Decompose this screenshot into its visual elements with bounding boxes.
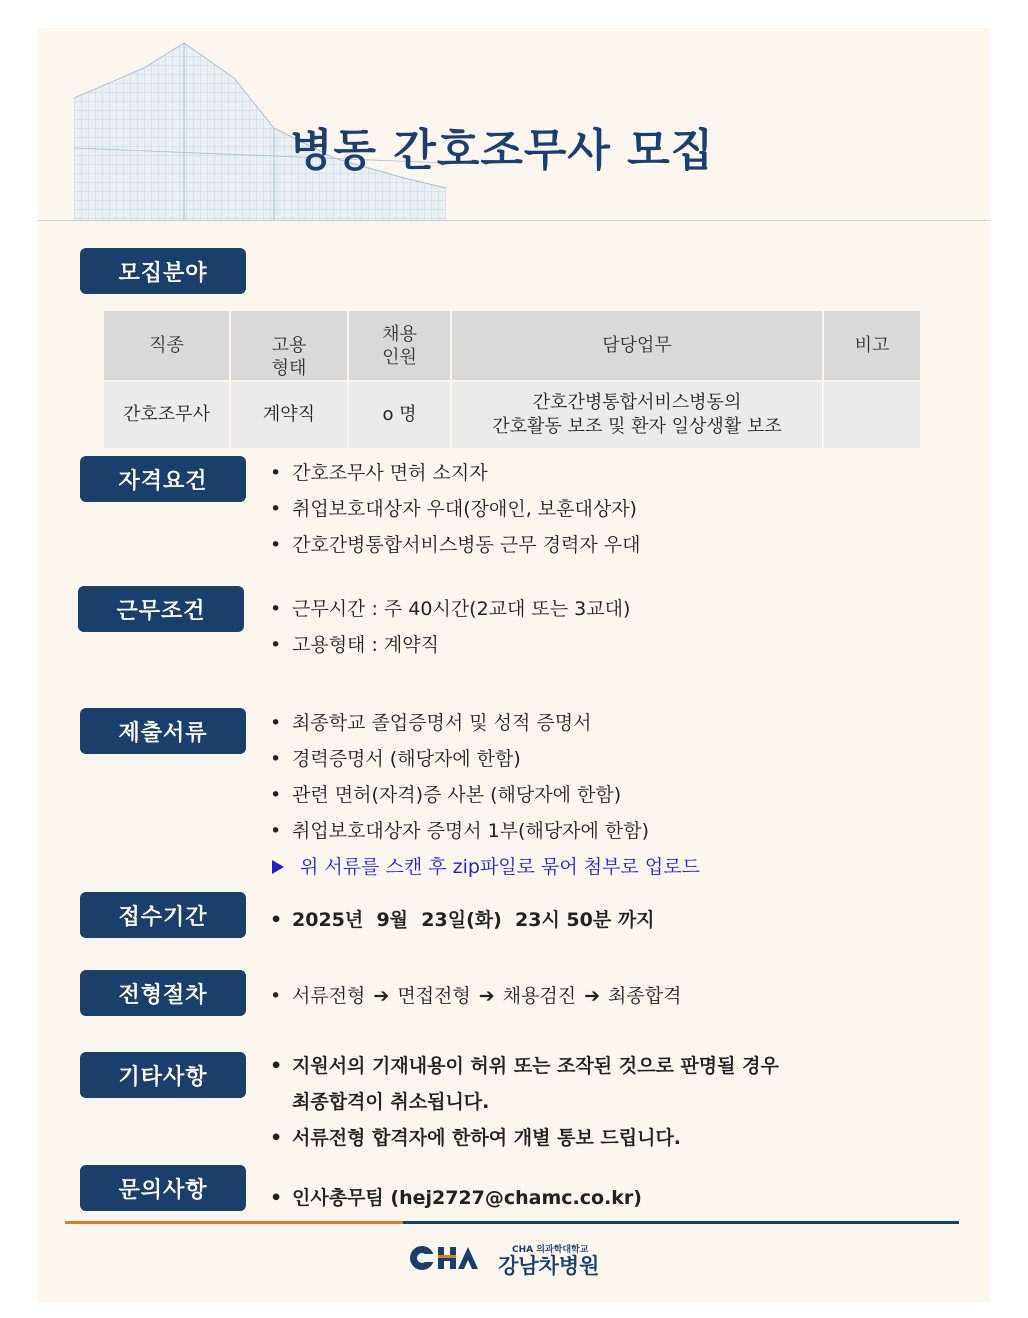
contact-list <box>268 1180 642 1216</box>
process-steps <box>268 978 681 1014</box>
qualification-list <box>268 455 641 563</box>
process-step: 서류전형 <box>292 985 366 1007</box>
table-header <box>452 311 822 380</box>
cell-remarks <box>824 382 920 448</box>
process-step: 최종합격 <box>608 985 682 1007</box>
arrow-right-icon: ➔ <box>373 985 390 1007</box>
document-list <box>268 705 700 885</box>
header-employment-type: 고용 형태 <box>271 335 307 379</box>
logo-hospital-name: 강남차병원 <box>498 1254 600 1278</box>
section-label-etc: 기타사항 <box>80 1052 246 1098</box>
cell-employment-type: 계약직 <box>231 382 347 448</box>
section-label-qualifications: 자격요건 <box>80 456 246 502</box>
cha-logo-icon <box>408 1238 488 1278</box>
footer-divider-orange <box>65 1221 403 1224</box>
logo-subtitle: CHA 의과학대학교 <box>512 1245 589 1255</box>
table-header <box>349 311 450 380</box>
logo-mark-text: CHA <box>468 1264 471 1265</box>
list-item: • 취업보호대상자 우대(장애인, 보훈대상자) <box>268 491 641 527</box>
section-label-documents: 제출서류 <box>80 708 246 754</box>
table-header-row <box>104 311 920 380</box>
section-label-contact: 문의사항 <box>80 1165 246 1211</box>
process-step: 채용검진 <box>502 985 577 1007</box>
table-header <box>824 311 920 380</box>
hero-banner <box>38 28 990 221</box>
list-item: • 근무시간 : 주 40시간(2교대 또는 3교대) <box>268 591 630 627</box>
header-job: 직종 <box>149 335 184 356</box>
cell-duties: 간호간병통합서비스병동의 간호활동 보조 및 환자 일상생활 보조 <box>452 382 822 448</box>
list-item: • 간호간병통합서비스병동 근무 경력자 우대 <box>268 527 641 563</box>
play-triangle-icon <box>272 860 284 874</box>
arrow-right-icon: ➔ <box>478 985 495 1007</box>
etc-list <box>268 1048 779 1156</box>
process-step: 면접전형 <box>397 985 471 1007</box>
list-item: • 지원서의 기재내용이 허위 또는 조작된 것으로 판명될 경우 <box>268 1048 779 1084</box>
footer-divider-navy <box>403 1221 959 1224</box>
section-label-conditions: 근무조건 <box>78 586 244 632</box>
table-row <box>104 382 920 448</box>
list-item: • 경력증명서 (해당자에 한함) <box>268 741 700 777</box>
list-item: • 인사총무팀 (hej2727@chamc.co.kr) <box>268 1180 642 1216</box>
recruit-table <box>102 309 922 450</box>
cell-headcount: o 명 <box>349 382 450 448</box>
section-label-field: 모집분야 <box>80 248 246 294</box>
list-item: • 취업보호대상자 증명서 1부(해당자에 한함) <box>268 813 700 849</box>
page-title: 병동 간호조무사 모집 <box>290 125 715 176</box>
table-header <box>231 311 347 380</box>
list-item: • 간호조무사 면허 소지자 <box>268 455 641 491</box>
condition-list <box>268 591 630 663</box>
poster <box>38 28 990 1302</box>
documents-note-text: 위 서류를 스캔 후 zip파일로 묶어 첨부로 업로드 <box>300 856 700 878</box>
period-list <box>268 902 655 938</box>
list-item: • 고용형태 : 계약직 <box>268 627 630 663</box>
section-label-period: 접수기간 <box>80 892 246 938</box>
header-remarks: 비고 <box>854 335 890 356</box>
cell-job: 간호조무사 <box>104 382 229 448</box>
list-item: • 2025년 9월 23일(화) 23시 50분 까지 <box>268 902 655 938</box>
list-item-continued: 최종합격이 취소됩니다. <box>292 1091 490 1113</box>
arrow-right-icon: ➔ <box>584 985 601 1007</box>
header-headcount: 채용 인원 <box>382 323 417 368</box>
list-item: • 관련 면허(자격)증 사본 (해당자에 한함) <box>268 777 700 813</box>
list-item: • 서류전형 합격자에 한하여 개별 통보 드립니다. <box>268 1120 779 1156</box>
table-header <box>104 311 229 380</box>
section-label-process: 전형절차 <box>80 970 246 1016</box>
header-duties: 담당업무 <box>602 335 672 356</box>
documents-note <box>268 849 700 885</box>
list-item: • 최종학교 졸업증명서 및 성적 증명서 <box>268 705 700 741</box>
